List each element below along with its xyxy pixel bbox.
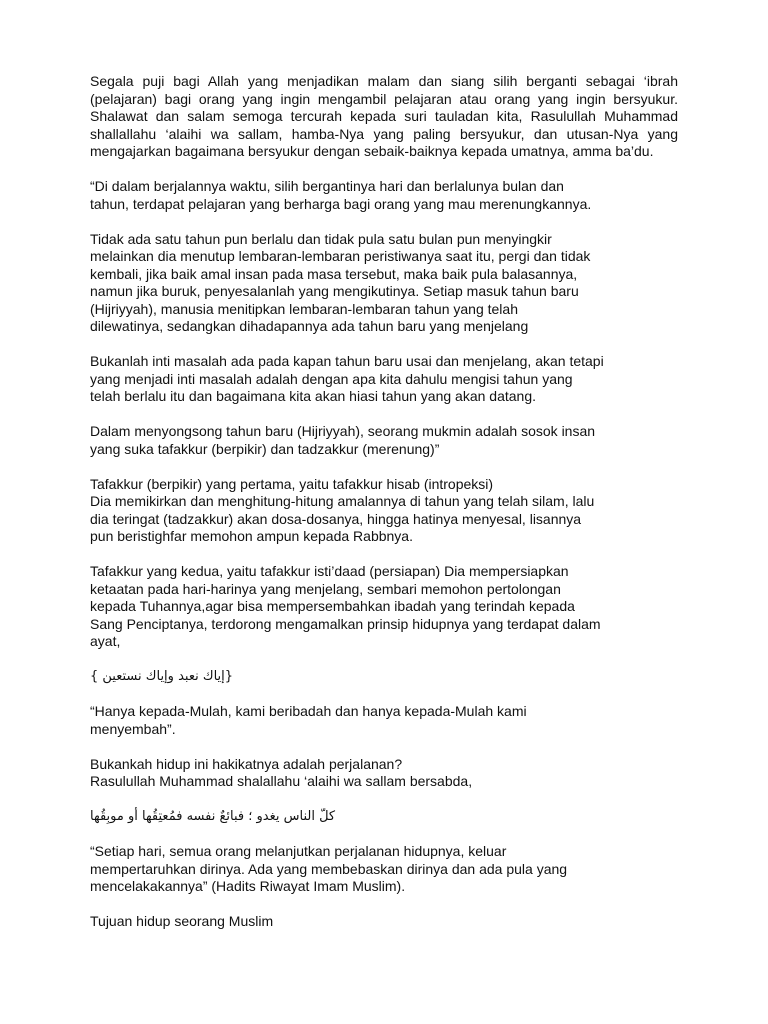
paragraph-hadith-translation bbox=[90, 843, 678, 896]
document-body bbox=[90, 73, 678, 931]
text-line: melainkan dia menutup lembaran-lembaran peristiwanya saat itu, pergi dan tidak bbox=[90, 248, 591, 264]
paragraph-opening: Segala puji bagi Allah yang menjadikan malam dan siang silih berganti sebagai ‘ibrah (pelajaran) bagi orang yang ingin mengambil pelajaran atau orang yang ingin bersyukur. Shalawat dan salam semoga tercurah kepada suri tauladan kita, Rasulullah Muhammad shallallahu ‘alaihi wa sallam, hamba-Nya yang paling bersyukur, dan utusan-Nya yang mengajarkan bagaimana bersyukur dengan sebaik-baiknya kepada umatnya, amma ba’du. bbox=[90, 73, 678, 159]
arabic-verse-text: {إياك نعبد وإياك نستعين } bbox=[90, 669, 234, 684]
text-line: Tafakkur yang kedua, yaitu tafakkur isti’daad (persiapan) Dia mempersiapkan bbox=[90, 563, 569, 579]
text-line: tahun, terdapat pelajaran yang berharga bagi orang yang mau merenungkannya. bbox=[90, 195, 592, 212]
paragraph-verse-translation bbox=[90, 703, 678, 738]
arabic-hadith-text: كلّ الناس يغدو ؛ فبائعٌ نفسه فمُعتِقُها أو موبِقُها bbox=[90, 809, 336, 824]
paragraph-life-purpose: Tujuan hidup seorang Muslim bbox=[90, 913, 274, 929]
text-line: Rasulullah Muhammad shalallahu ‘alaihi wa sallam bersabda, bbox=[90, 773, 473, 789]
text-line: Tidak ada satu tahun pun berlalu dan tidak pula satu bulan pun menyingkir bbox=[90, 230, 552, 247]
text-line: (Hijriyyah), manusia menitipkan lembaran-lembaran tahun yang telah bbox=[90, 300, 518, 317]
text-line: “Hanya kepada-Mulah, kami beribadah dan hanya kepada-Mulah kami bbox=[90, 703, 527, 719]
text-line: Bukankah hidup ini hakikatnya adalah perjalanan? bbox=[90, 755, 403, 772]
paragraph-tafakkur-istidaad bbox=[90, 563, 678, 651]
text-line: telah berlalu itu dan bagaimana kita akan hiasi tahun yang akan datang. bbox=[90, 388, 536, 404]
paragraph-time-lesson bbox=[90, 178, 678, 213]
paragraph-year-passing bbox=[90, 231, 678, 336]
text-line: pun beristighfar memohon ampun kepada Rabbnya. bbox=[90, 528, 413, 544]
text-line: Dia memikirkan dan menghitung-hitung amalannya di tahun yang telah silam, lalu bbox=[90, 493, 595, 509]
paragraph-tafakkur-hisab bbox=[90, 476, 678, 546]
arabic-hadith bbox=[90, 808, 678, 826]
text-line: dia teringat (tadzakkur) akan dosa-dosanya, hingga hatinya menyesal, lisannya bbox=[90, 510, 582, 527]
text-line: Bukanlah inti masalah ada pada kapan tahun baru usai dan menjelang, akan tetapi bbox=[90, 353, 604, 369]
text-line: Tafakkur (berpikir) yang pertama, yaitu tafakkur hisab (intropeksi) bbox=[90, 475, 494, 492]
paragraph-core-issue bbox=[90, 353, 678, 406]
text-line: yang suka tafakkur (berpikir) dan tadzakkur (merenung)” bbox=[90, 440, 440, 457]
text-line: kepada Tuhannya,agar bisa mempersembahkan ibadah yang terindah kepada bbox=[90, 598, 575, 614]
text-line: “Setiap hari, semua orang melanjutkan perjalanan hidupnya, keluar bbox=[90, 843, 507, 859]
text-line: “Di dalam berjalannya waktu, silih bergantinya hari dan berlalunya bulan dan bbox=[90, 178, 564, 194]
text-line: kembali, jika baik amal insan pada masa tersebut, maka baik pula balasannya, bbox=[90, 265, 578, 282]
text-line: namun jika buruk, penyesalanlah yang mengikutinya. Setiap masuk tahun baru bbox=[90, 283, 579, 299]
text-line: mencelakakannya” (Hadits Riwayat Imam Muslim). bbox=[90, 878, 406, 894]
text-line: ayat, bbox=[90, 633, 121, 649]
paragraph-life-journey bbox=[90, 756, 678, 791]
text-line: menyembah”. bbox=[90, 720, 176, 737]
arabic-verse bbox=[90, 668, 678, 686]
paragraph-new-year bbox=[90, 423, 678, 458]
text-line: mempertaruhkan dirinya. Ada yang membebaskan dirinya dan ada pula yang bbox=[90, 860, 568, 877]
text-line: yang menjadi inti masalah adalah dengan apa kita dahulu mengisi tahun yang bbox=[90, 370, 573, 387]
text-line: Dalam menyongsong tahun baru (Hijriyyah), seorang mukmin adalah sosok insan bbox=[90, 423, 596, 439]
text-line: dilewatinya, sedangkan dihadapannya ada tahun baru yang menjelang bbox=[90, 318, 529, 334]
text-line: ketaatan pada hari-harinya yang menjelang, sembari memohon pertolongan bbox=[90, 580, 561, 597]
text-line: Sang Penciptanya, terdorong mengamalkan prinsip hidupnya yang terdapat dalam bbox=[90, 615, 601, 632]
